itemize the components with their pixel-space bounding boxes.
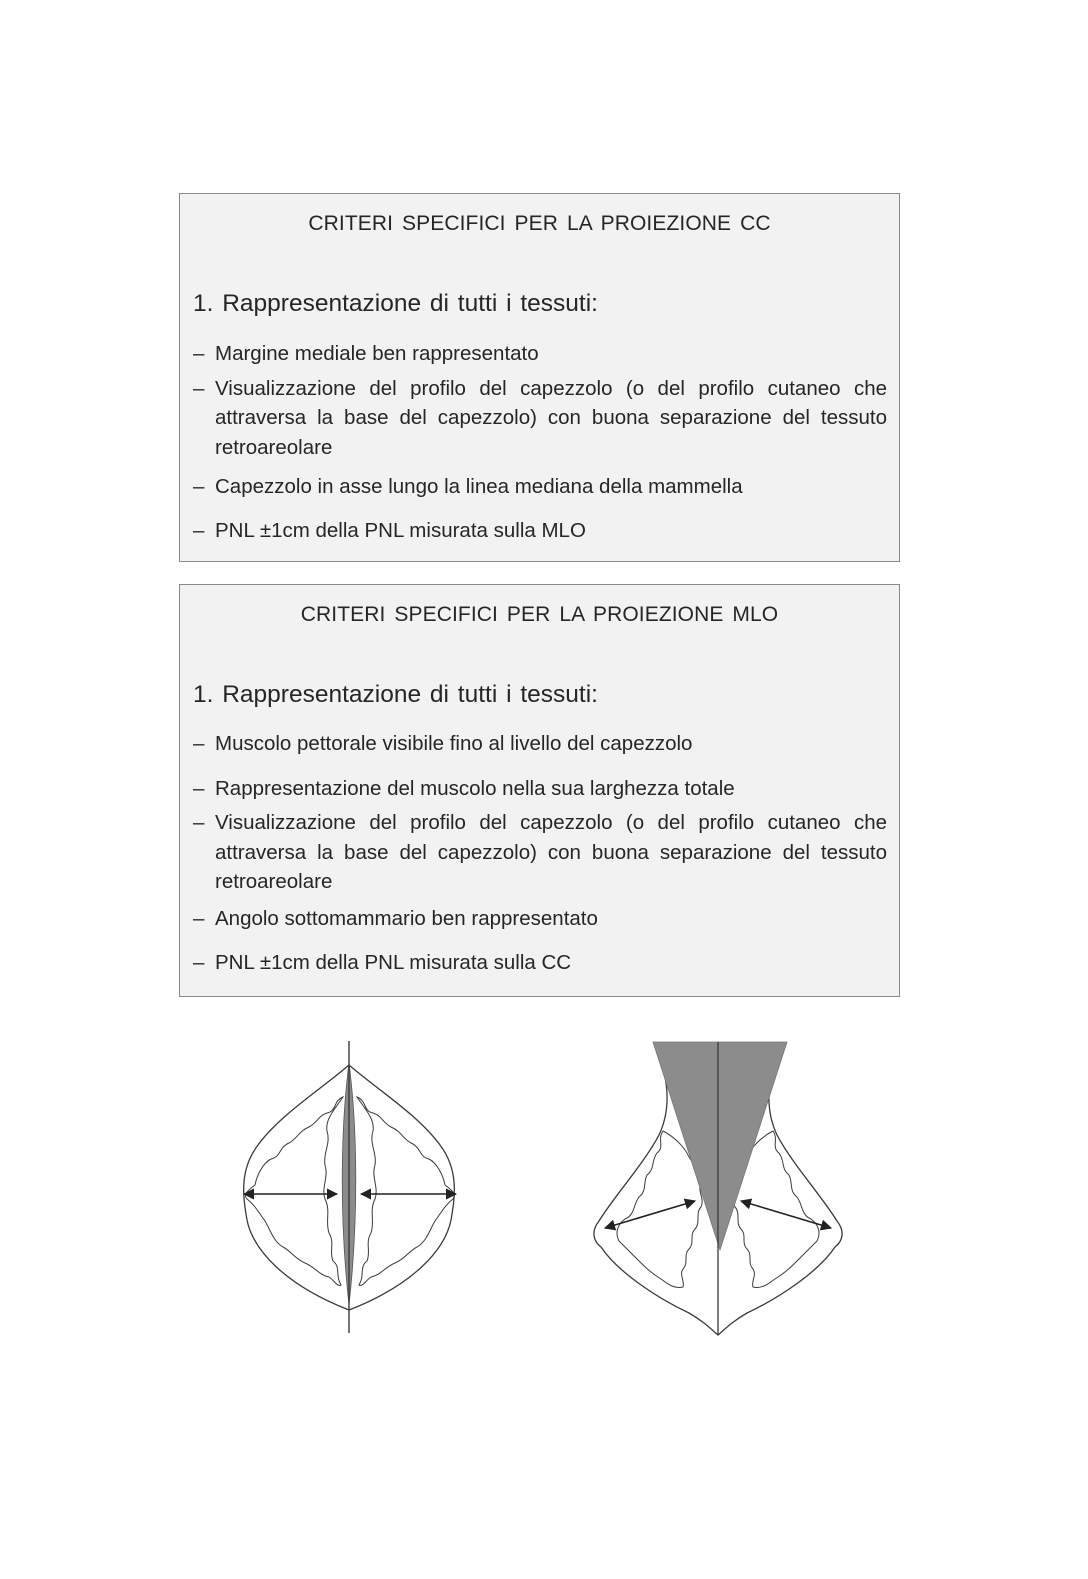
criterion-text: PNL ±1cm della PNL misurata sulla MLO [215,518,586,542]
cc-criteria-panel [179,193,900,562]
list-item [193,472,887,502]
bullet-dash: – [193,518,205,542]
bullet-dash: – [193,376,205,400]
bullet-dash: – [193,342,205,365]
cc-panel-title: CRITERI SPECIFICI PER LA PROIEZIONE CC [308,212,771,235]
cc-breast-diagram [225,1035,475,1335]
list-item [193,374,887,463]
list-item [193,904,887,934]
cc-section-heading: 1. Rappresentazione di tutti i tessuti: [193,290,598,317]
criterion-text: Margine mediale ben rappresentato [215,342,539,365]
criterion-text: Angolo sottomammario ben rappresentato [215,906,598,930]
mlo-criteria-panel [179,584,900,997]
criterion-text: Visualizzazione del profilo del capezzolo (o del profilo cutaneo che attraversa la base del capezzolo) con buona separazione del tessuto retroareolare [215,376,887,459]
bullet-dash: – [193,906,205,930]
mlo-left-arrow [605,1201,695,1228]
criterion-text: Rappresentazione del muscolo nella sua larghezza totale [215,776,735,800]
mlo-breast-diagram [585,1035,855,1345]
mlo-section-heading: 1. Rappresentazione di tutti i tessuti: [193,681,598,708]
criterion-text: Capezzolo in asse lungo la linea mediana della mammella [215,475,743,498]
list-item [193,774,887,804]
mlo-right-arrow [741,1201,831,1228]
mlo-criteria-list [193,729,887,978]
list-item [193,339,887,369]
list-item [193,808,887,897]
bullet-dash: – [193,951,205,974]
criterion-text: PNL ±1cm della PNL misurata sulla CC [215,951,572,974]
bullet-dash: – [193,811,205,834]
list-item [193,516,887,546]
cc-right-gland-contour [357,1097,455,1285]
mlo-pectoral-muscle [653,1042,787,1250]
cc-left-gland-contour [245,1097,343,1285]
list-item [193,729,887,759]
bullet-dash: – [193,732,205,755]
mlo-panel-title: CRITERI SPECIFICI PER LA PROIEZIONE MLO [300,603,779,626]
cc-criteria-list [193,339,887,545]
criterion-text: Muscolo pettorale visibile fino al livello del capezzolo [215,732,693,755]
bullet-dash: – [193,475,205,498]
bullet-dash: – [193,776,205,800]
criterion-text: Visualizzazione del profilo del capezzolo (o del profilo cutaneo che attraversa la base del capezzolo) con buona separazione del tessuto retroareolare [215,811,887,893]
list-item [193,948,887,978]
